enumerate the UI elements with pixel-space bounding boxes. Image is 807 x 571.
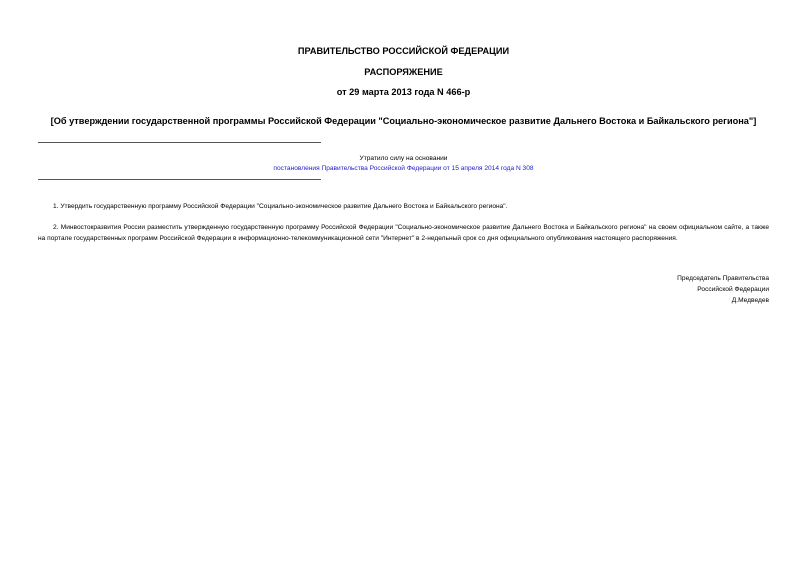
paragraph-1: 1. Утвердить государственную программу Российской Федерации "Социально-экономическое развитие Дальнего Востока и Байкальского региона". <box>53 203 508 210</box>
document-date-number: от 29 марта 2013 года N 466-р <box>336 87 471 97</box>
document-type: РАСПОРЯЖЕНИЕ <box>364 67 443 77</box>
issuing-authority: ПРАВИТЕЛЬСТВО РОССИЙСКОЙ ФЕДЕРАЦИИ <box>297 46 510 56</box>
divider-bottom <box>38 179 321 180</box>
signature-body: Российской Федерации <box>697 286 769 293</box>
signature-position: Председатель Правительства <box>677 275 769 282</box>
expired-notice-label: Утратило силу на основании <box>359 155 448 162</box>
expired-notice-link[interactable]: постановления Правительства Российской Федерации от 15 апреля 2014 года N 308 <box>273 165 534 172</box>
paragraph-2: 2. Минвостокразвития России разместить утвержденную государственную программу Российской Федерации "Социально-экономическое развитие Дальнего Востока и Байкальского региона" на своем официальном сайте, а также на портале государственных программ Российской Федерации в информационно-телекоммуникационной сети "Интернет" в 2-недельный срок со дня официального опубликования настоящего распоряжения. <box>38 224 769 242</box>
document-title: [Об утверждении государственной программы Российской Федерации "Социально-экономическое развитие Дальнего Востока и Байкальского региона"] <box>50 116 757 126</box>
signature-block <box>677 273 769 306</box>
divider-top <box>38 142 321 143</box>
signature-name: Д.Медведев <box>731 297 769 304</box>
